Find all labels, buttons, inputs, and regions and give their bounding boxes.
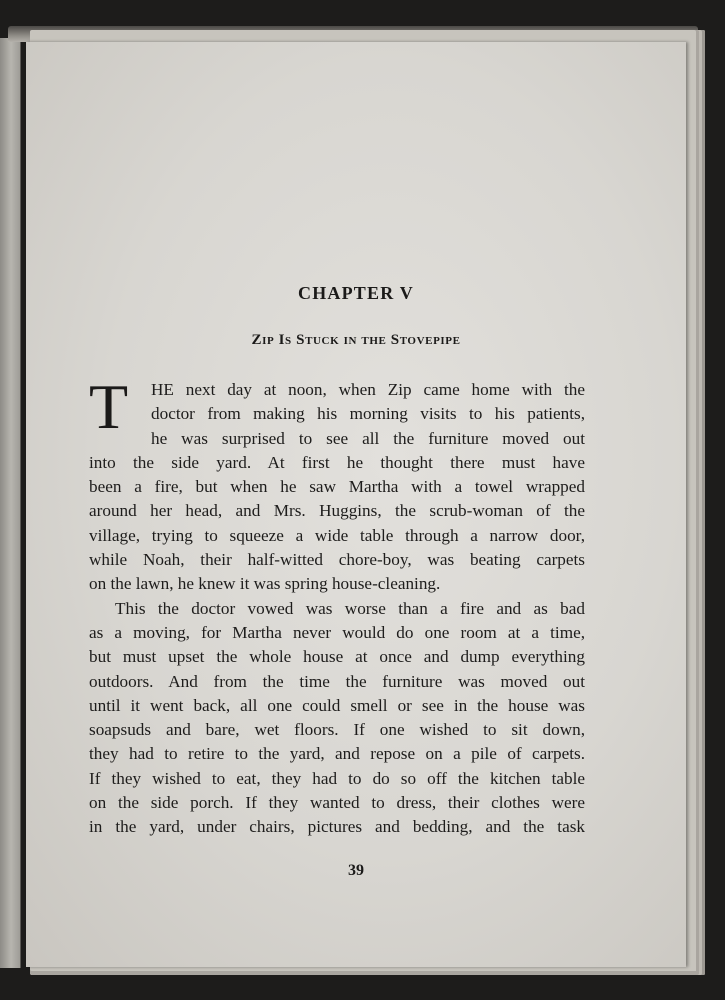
- text-line: soapsuds and bare, wet floors. If one wished to sit down,: [89, 720, 585, 740]
- chapter-subtitle: Zip Is Stuck in the Stovepipe: [251, 332, 461, 348]
- text-line: but must upset the whole house at once and dump everything: [89, 647, 585, 667]
- book-page: [26, 42, 686, 967]
- text-line: in the yard, under chairs, pictures and bedding, and the task: [89, 817, 585, 837]
- text-line: been a fire, but when he saw Martha with a towel wrapped: [89, 477, 585, 497]
- text-line: until it went back, all one could smell or see in the house was: [89, 695, 585, 715]
- text-line: outdoors. And from the time the furniture was moved out: [89, 671, 585, 691]
- chapter-heading: CHAPTER V: [298, 283, 414, 303]
- text-line: they had to retire to the yard, and repose on a pile of carpets.: [89, 744, 585, 764]
- text-line: village, trying to squeeze a wide table through a narrow door,: [89, 525, 585, 545]
- text-line: doctor from making his morning visits to his patients,: [151, 404, 585, 424]
- body-text: [89, 371, 585, 840]
- page-number: 39: [348, 862, 364, 879]
- text-line: HE next day at noon, when Zip came home with the: [151, 380, 585, 399]
- text-line: he was surprised to see all the furniture moved out: [151, 428, 585, 448]
- text-line: If they wished to eat, they had to do so off the kitchen table: [89, 768, 585, 788]
- text-line: as a moving, for Martha never would do one room at a time,: [89, 622, 585, 642]
- text-line: on the side porch. If they wanted to dress, their clothes were: [89, 793, 585, 813]
- text-line: on the lawn, he knew it was spring house-cleaning.: [89, 574, 441, 594]
- text-line: while Noah, their half-witted chore-boy, was beating carpets: [89, 550, 585, 570]
- left-page-edge: [0, 38, 21, 968]
- text-line: This the doctor vowed was worse than a fire and as bad: [115, 598, 585, 618]
- text-line: around her head, and Mrs. Huggins, the scrub-woman of the: [89, 501, 585, 521]
- drop-cap: T: [89, 371, 129, 442]
- text-line: into the side yard. At first he thought there must have: [89, 452, 585, 472]
